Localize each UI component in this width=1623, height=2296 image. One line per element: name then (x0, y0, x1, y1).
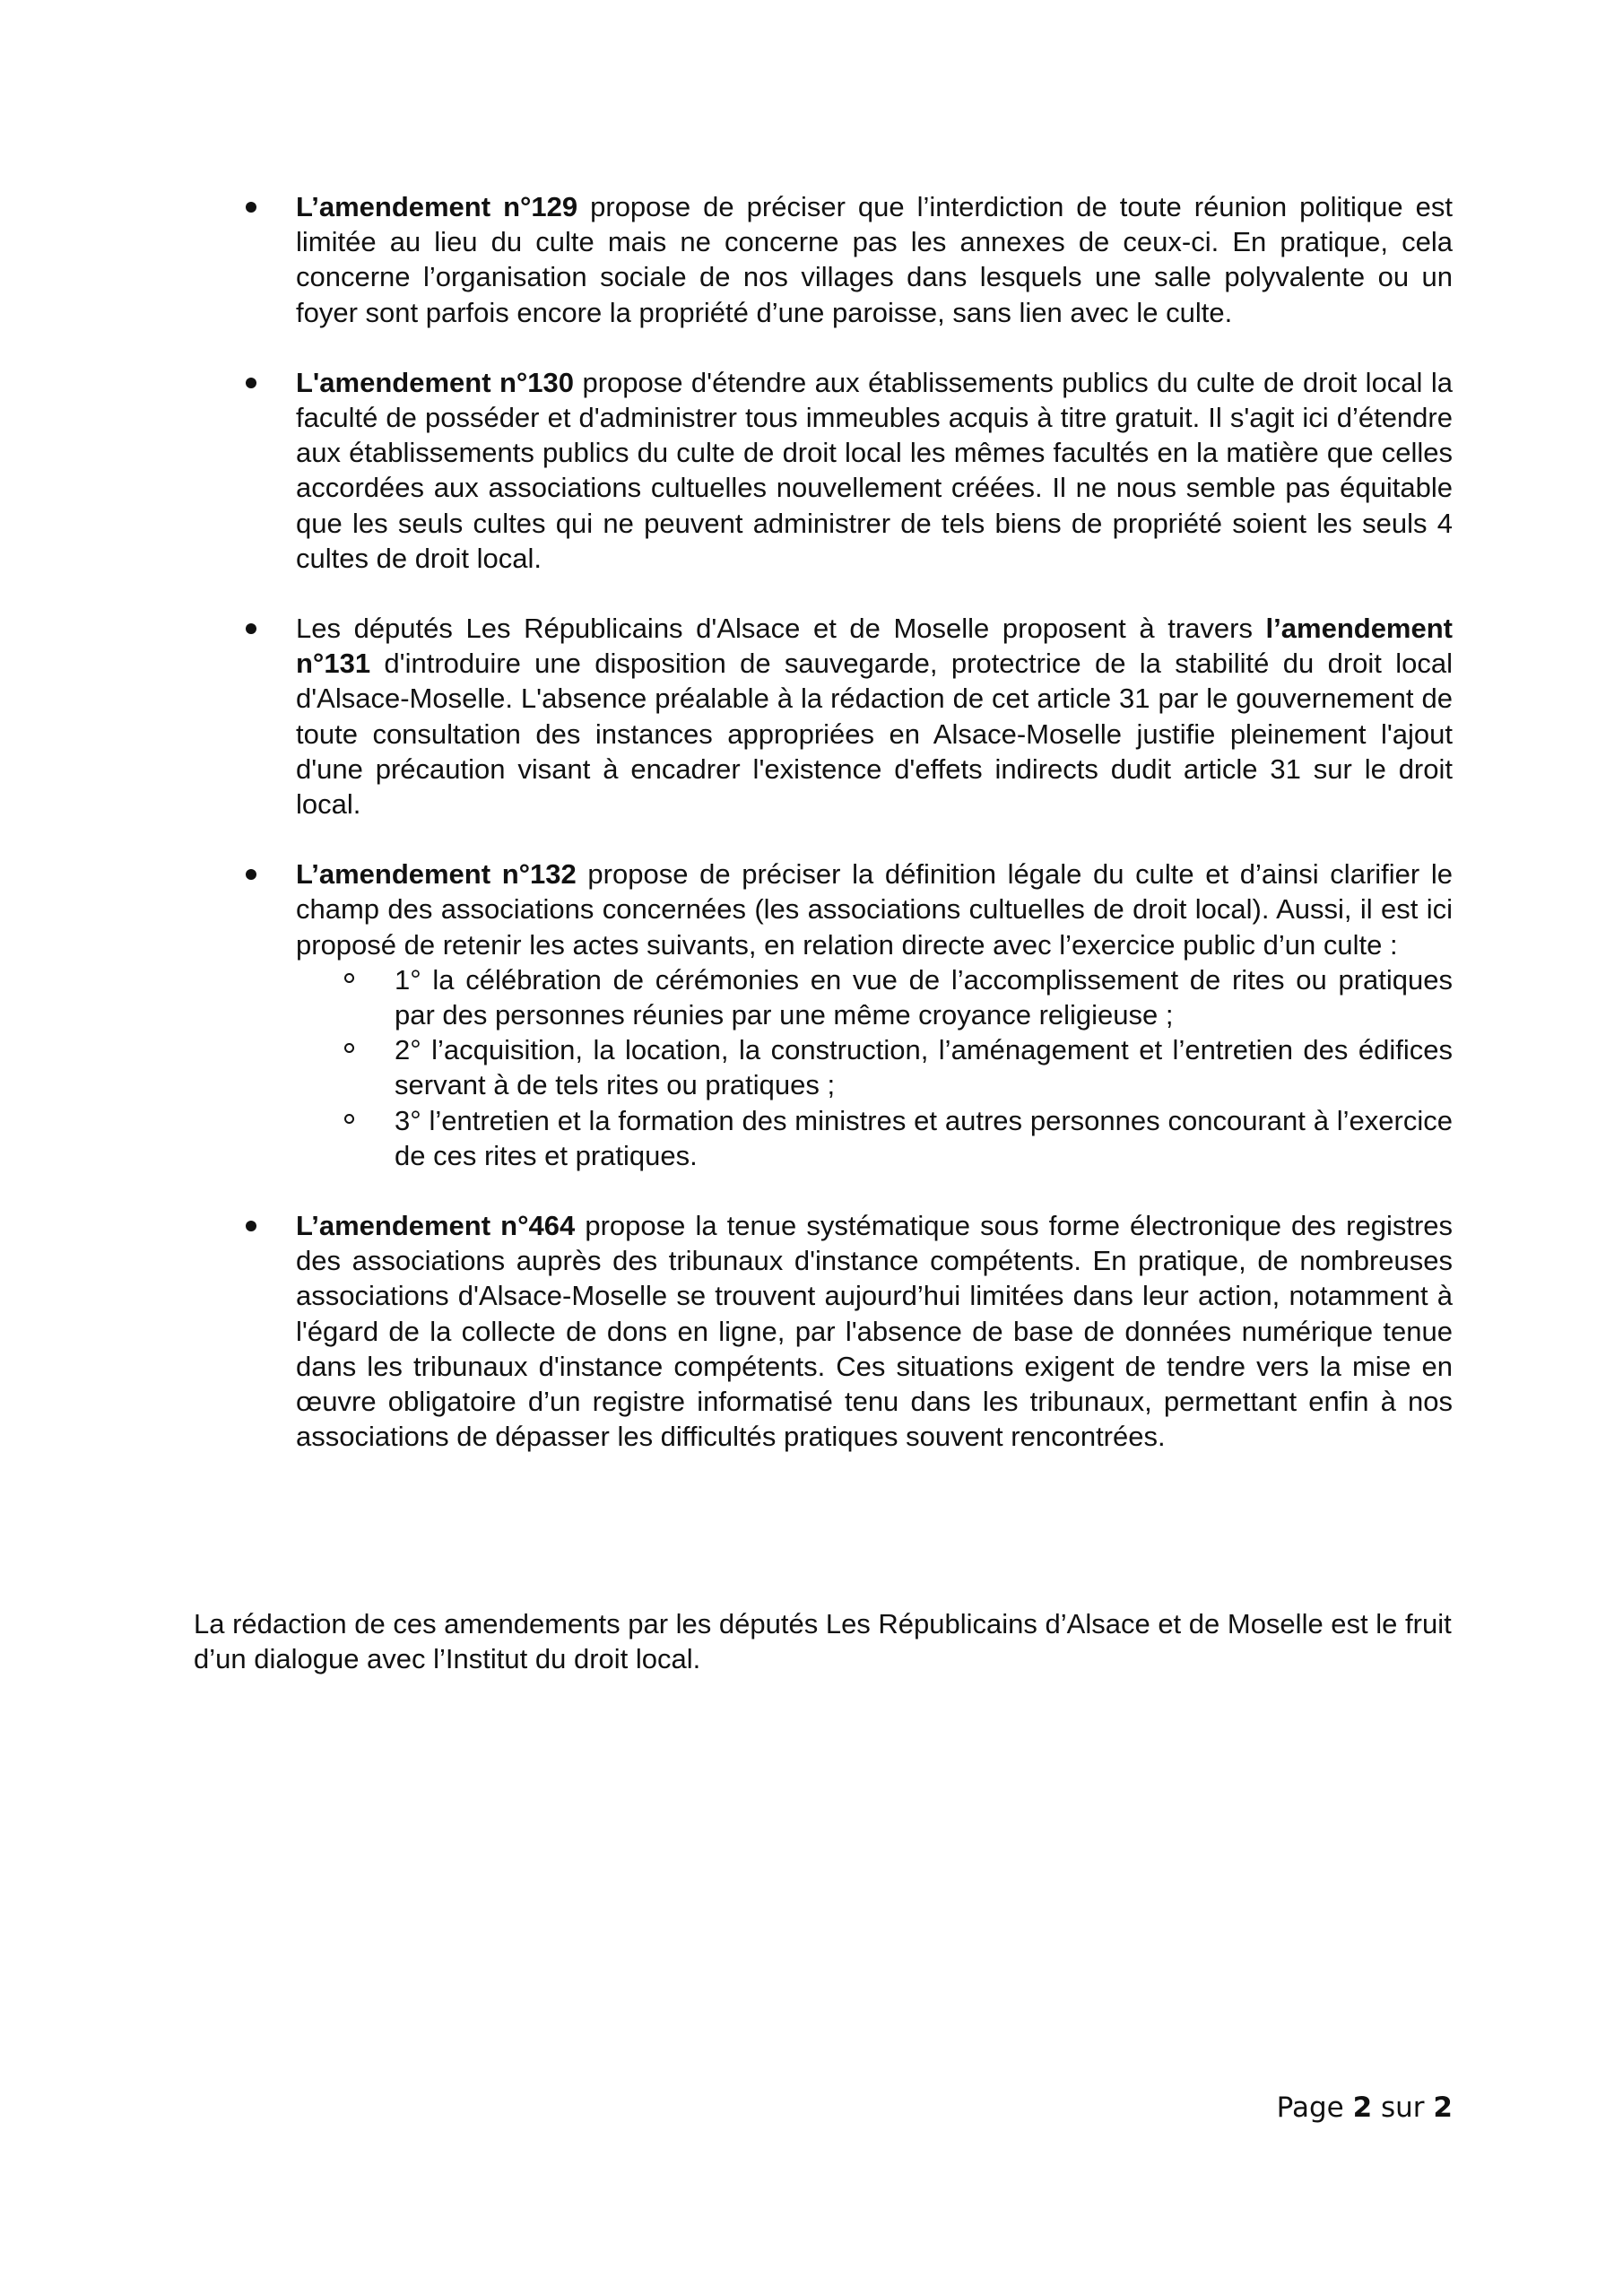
amendment-title: L’amendement n°464 (296, 1210, 576, 1242)
hollow-bullet-icon (344, 973, 354, 983)
cult-act-item (395, 962, 1453, 1032)
amendment-item-132 (242, 857, 1453, 1173)
amendment-title: l’amendement n°131 (296, 613, 1453, 680)
amendment-text: propose de préciser que l’interdiction de toute réunion politique est limitée au lieu du culte mais ne concerne pas les annexes de ceux-ci. En pratique, cela concerne l’organisation sociale de nos villages dans lesquels une salle polyvalente ou un foyer sont parfois encore la propriété d’une paroisse, sans lien avec le culte. (296, 191, 1453, 328)
page-prefix: Page (1276, 2092, 1353, 2124)
current-page: 2 (1352, 2092, 1373, 2124)
cult-act-text: 2° l’acquisition, la location, la construction, l’aménagement et l’entretien des édifices servant à de tels rites ou pratiques ; (395, 1034, 1453, 1101)
amendment-title: L’amendement n°132 (296, 858, 577, 891)
amendment-text: propose la tenue systématique sous forme électronique des registres des associations auprès des tribunaux d'instance compétents. En pratique, de nombreuses associations d'Alsace-Moselle se trouvent aujourd’hui limitées dans leur action, notamment à l'égard de la collecte de dons en ligne, par l'absence de base de données numérique tenue dans les tribunaux d'instance compétents. Ces situations exigent de tendre vers la mise en œuvre obligatoire d’un registre informatisé tenu dans les tribunaux, permettant enfin à nos associations de dépasser les difficultés pratiques souvent rencontrées. (296, 1210, 1454, 1453)
amendment-title: L'amendement n°130 (296, 366, 575, 398)
amendment-text: propose de préciser la définition légale du culte et d’ainsi clarifier le champ des associations concernées (les associations cultuelles de droit local). Aussi, il est ici proposé de retenir les actes suivants, en relation directe avec l’exercice public d’un culte : (296, 858, 1453, 961)
total-pages: 2 (1433, 2092, 1453, 2124)
cult-act-item (395, 1032, 1453, 1102)
hollow-bullet-icon (344, 1043, 354, 1053)
page-number (1277, 2092, 1453, 2124)
amendment-item-130 (242, 365, 1453, 576)
bullet-icon (246, 202, 256, 213)
bullet-icon (246, 378, 256, 388)
bullet-icon (246, 623, 256, 634)
amendment-title: L’amendement n°129 (296, 191, 578, 222)
bullet-icon (246, 1221, 256, 1231)
amendment-item-464 (242, 1208, 1453, 1454)
amendment-text: propose d'étendre aux établissements publics du culte de droit local la faculté de posséder et d'administrer tous immeubles acquis à titre gratuit. Il s'agit ici d’étendre aux établissements publics du culte de droit local les mêmes facultés en la matière que celles accordées aux associations cultuelles nouvellement créées. Il ne nous semble pas équitable que les seuls cultes qui ne peuvent administrer de tels biens de propriété soient les seuls 4 cultes de droit local. (296, 366, 1453, 574)
amendment-item-131 (242, 611, 1453, 822)
cult-act-text: 3° l’entretien et la formation des ministres et autres personnes concourant à l’exercice de ces rites et pratiques. (395, 1104, 1453, 1171)
bullet-icon (246, 869, 256, 880)
amendment-item-129 (242, 189, 1453, 330)
amendment-text: d'introduire une disposition de sauvegarde, protectrice de la stabilité du droit local d'Alsace-Moselle. L'absence préalable à la rédaction de cet article 31 par le gouvernement de toute consultation des instances appropriées en Alsace-Moselle justifie pleinement l'ajout d'une précaution visant à encadrer l'existence d'effets indirects dudit article 31 sur le droit local. (296, 648, 1453, 821)
cult-acts-list (296, 962, 1453, 1173)
hollow-bullet-icon (344, 1114, 354, 1124)
cult-act-text: 1° la célébration de cérémonies en vue de l’accomplissement de rites ou pratiques par des personnes réunies par une même croyance religieuse ; (395, 963, 1453, 1031)
amendment-list (242, 189, 1453, 1490)
page-middle: sur (1372, 2092, 1434, 2124)
closing-paragraph: La rédaction de ces amendements par les députés Les Républicains d’Alsace et de Moselle est le fruit d’un dialogue avec l’Institut du droit local. (194, 1608, 1452, 1675)
cult-act-item (395, 1103, 1453, 1173)
amendment-lead: Les députés Les Républicains d'Alsace et de Moselle proposent à travers (296, 613, 1266, 645)
